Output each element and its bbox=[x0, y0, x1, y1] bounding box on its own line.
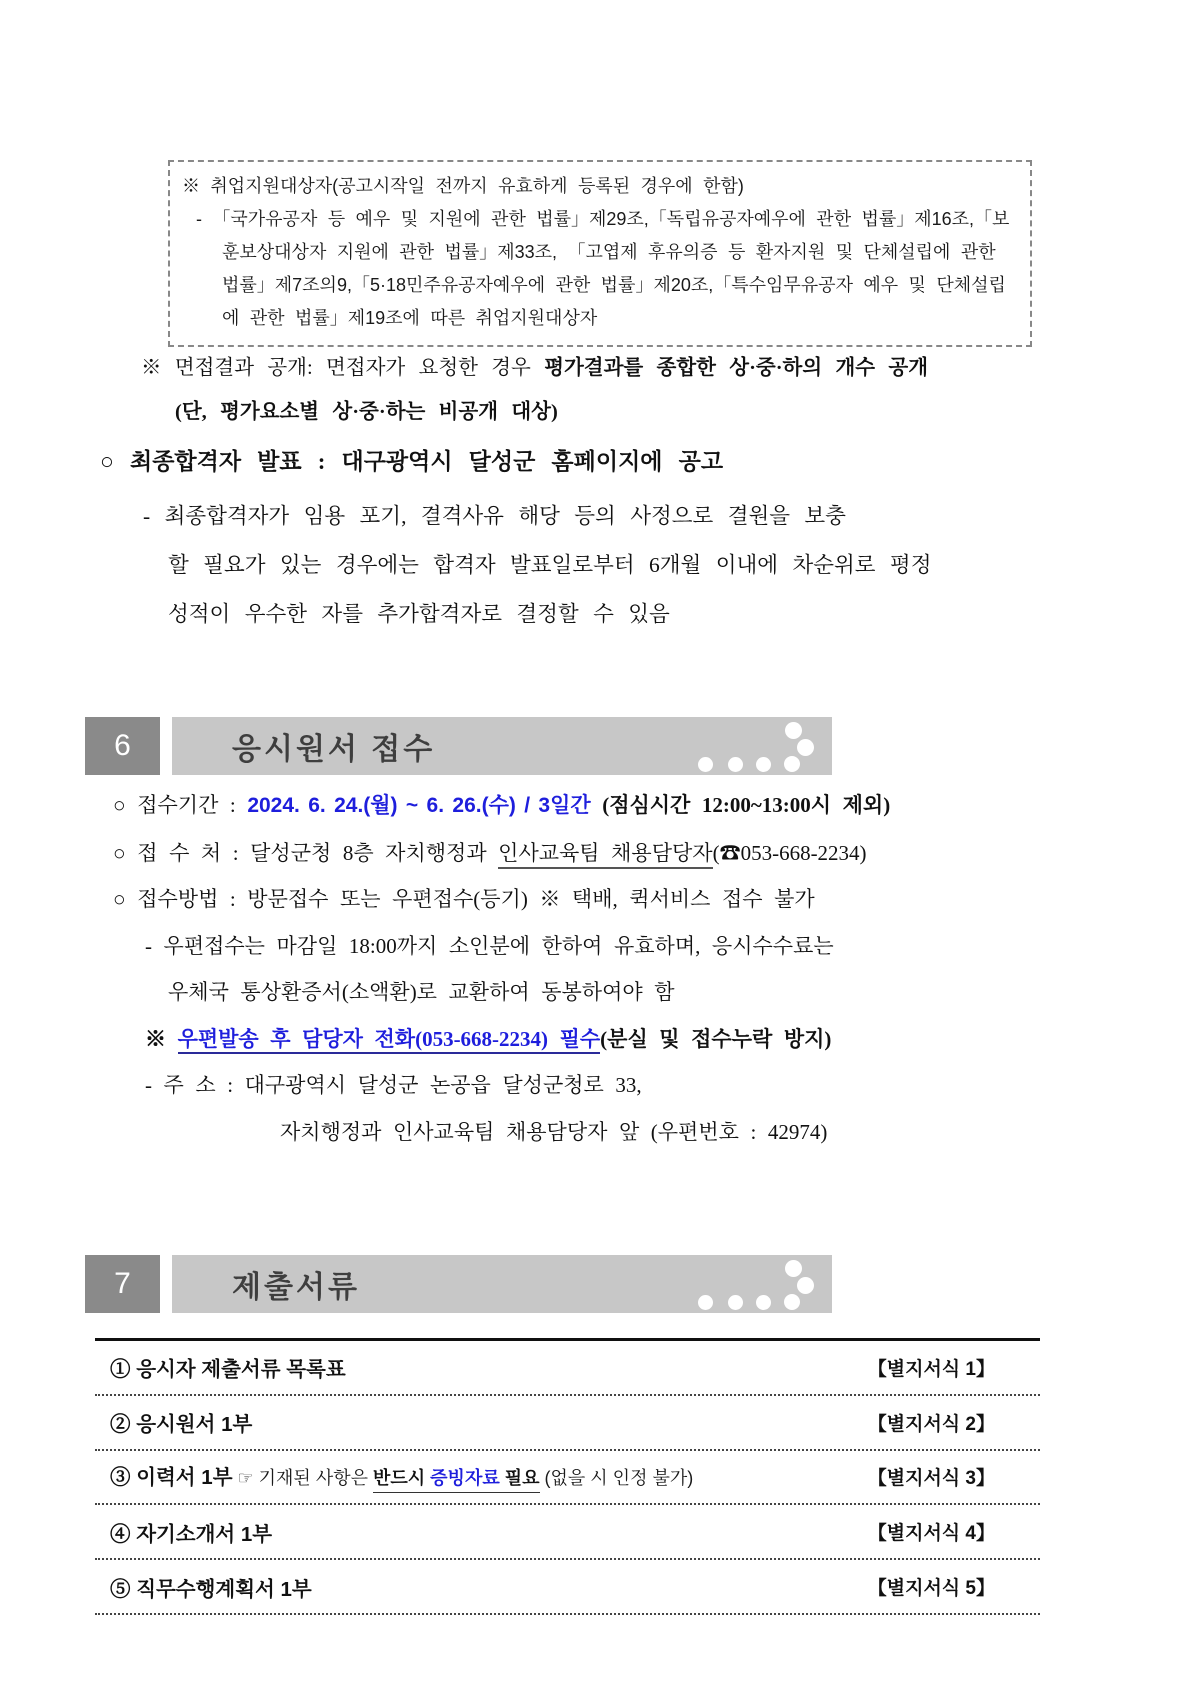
reception-place-line bbox=[113, 830, 1058, 877]
interview-note-prefix: ※ 면접결과 공개: 면접자가 요청한 경우 bbox=[141, 357, 545, 379]
address-line1: - 주 소 : 대구광역시 달성군 논공읍 달성군청로 33, bbox=[145, 1073, 642, 1097]
table-row bbox=[95, 1396, 1040, 1451]
form-reference-badge: 【별지서식 4】 bbox=[867, 1523, 995, 1545]
reception-period-dates: 2024. 6. 24.(월) ~ 6. 26.(수) / 3일간 bbox=[247, 794, 591, 817]
document-item bbox=[110, 1572, 312, 1602]
support-box-line: - 「국가유공자 등 예우 및 지원에 관한 법률」제29조,「독립유공자예우에 관한 법률」제16조,「보 bbox=[196, 209, 1010, 229]
section-6-header bbox=[85, 717, 835, 775]
address-line2: 자치행정과 인사교육팀 채용담당자 앞 (우편번호 : 42974) bbox=[280, 1119, 828, 1144]
form-reference-badge: 【별지서식 3】 bbox=[867, 1468, 995, 1490]
documents-table bbox=[95, 1338, 1040, 1615]
form-reference-badge: 【별지서식 1】 bbox=[867, 1358, 995, 1380]
document-note: (없을 시 인정 불가) bbox=[539, 1468, 694, 1489]
final-pass-line: - 최종합격자가 임용 포기, 결격사유 해당 등의 사정으로 결원을 보충 bbox=[143, 504, 846, 528]
support-box-line: 훈보상대상자 지원에 관한 법률」제33조, 「고엽제 후유의증 등 환자지원 및 단체설립에 관한 bbox=[222, 242, 996, 262]
phone-note-rest: (분실 및 접수누락 방지) bbox=[600, 1026, 832, 1051]
document-item bbox=[110, 1460, 693, 1493]
document-note-blue: 증빙자료 bbox=[430, 1468, 500, 1489]
employment-support-notice-box bbox=[168, 160, 1032, 347]
support-box-line: 법률」제7조의9,「5·18민주유공자예우에 관한 법률」제20조,「특수임무유공자 예우 및 단체설립 bbox=[222, 275, 1006, 295]
form-reference-badge: 【별지서식 2】 bbox=[867, 1413, 995, 1435]
reception-period-note: (점심시간 12:00~13:00시 제외) bbox=[590, 793, 891, 817]
interview-note-line2: (단, 평가요소별 상·중·하는 비공개 대상) bbox=[175, 401, 558, 423]
document-item bbox=[110, 1407, 252, 1437]
document-note-bold: 반드시 bbox=[373, 1468, 431, 1489]
support-box-line: 에 관한 법률」제19조에 따른 취업지원대상자 bbox=[222, 308, 598, 328]
phone-note-link: 우편발송 후 담당자 전화(053-668-2234) 필수 bbox=[178, 1027, 601, 1054]
document-title: ① 응시자 제출서류 목록표 bbox=[110, 1358, 346, 1382]
section-6-number: 6 bbox=[85, 717, 160, 775]
phone-required-note bbox=[113, 1016, 1058, 1063]
table-row bbox=[95, 1560, 1040, 1615]
section-7-header bbox=[85, 1255, 835, 1313]
document-item bbox=[110, 1352, 346, 1382]
document-title: ④ 자기소개서 1부 bbox=[110, 1522, 273, 1546]
reception-place-team: 인사교육팀 채용담당자 bbox=[498, 841, 712, 869]
document-title: ② 응시원서 1부 bbox=[110, 1413, 253, 1437]
mail-reception-line1: - 우편접수는 마감일 18:00까지 소인분에 한하여 유효하며, 응시수수료는 bbox=[145, 933, 834, 958]
interview-note-line1 bbox=[141, 346, 1071, 390]
reception-method-line: ○ 접수방법 : 방문접수 또는 우편접수(등기) ※ 택배, 퀵서비스 접수 불가 bbox=[113, 887, 815, 911]
final-pass-heading: ○ 최종합격자 발표 : 대구광역시 달성군 홈페이지에 공고 bbox=[100, 449, 724, 474]
reception-place-label: ○ 접 수 처 : bbox=[113, 840, 251, 865]
final-pass-announcement bbox=[100, 446, 1060, 639]
section-7-title-bar bbox=[172, 1255, 832, 1313]
section-7-title: 제출서류 bbox=[232, 1271, 360, 1304]
reception-place-phone: (☎053-668-2234) bbox=[712, 840, 867, 865]
table-row bbox=[95, 1451, 1040, 1506]
document-item bbox=[110, 1517, 272, 1547]
document-title: ③ 이력서 1부 bbox=[110, 1466, 233, 1490]
interview-result-note bbox=[141, 346, 1071, 434]
reception-place-location: 달성군청 8층 자치행정과 bbox=[250, 840, 499, 865]
support-box-title: ※ 취업지원대상자(공고시작일 전까지 유효하게 등록된 경우에 한함) bbox=[182, 176, 744, 196]
final-pass-body bbox=[100, 492, 1060, 639]
reception-details bbox=[113, 782, 1058, 1155]
table-row bbox=[95, 1505, 1040, 1560]
section-7-number: 7 bbox=[85, 1255, 160, 1313]
reception-period-label: ○ 접수기간 : bbox=[113, 793, 248, 817]
reception-period-line bbox=[113, 782, 1058, 830]
form-reference-badge: 【별지서식 5】 bbox=[867, 1578, 995, 1600]
document-note-bold: 필요 bbox=[499, 1468, 540, 1489]
final-pass-line: 할 필요가 있는 경우에는 합격자 발표일로부터 6개월 이내에 차순위로 평정 bbox=[168, 553, 932, 577]
document-note: 기재된 사항은 bbox=[258, 1468, 373, 1489]
section-6-title-bar bbox=[172, 717, 832, 775]
required-evidence-phrase bbox=[373, 1464, 540, 1493]
phone-note-marker: ※ bbox=[145, 1026, 178, 1051]
section-6-title: 응시원서 접수 bbox=[232, 733, 436, 766]
table-row bbox=[95, 1341, 1040, 1396]
document-title: ⑤ 직무수행계획서 1부 bbox=[110, 1577, 312, 1601]
mail-reception-line2: 우체국 통상환증서(소액환)로 교환하여 동봉하여야 함 bbox=[168, 980, 675, 1004]
pointer-icon: ☞ bbox=[232, 1468, 259, 1489]
interview-note-bold: 평가결과를 종합한 상·중·하의 개수 공개 bbox=[544, 357, 929, 379]
final-pass-line: 성적이 우수한 자를 추가합격자로 결정할 수 있음 bbox=[168, 602, 670, 626]
